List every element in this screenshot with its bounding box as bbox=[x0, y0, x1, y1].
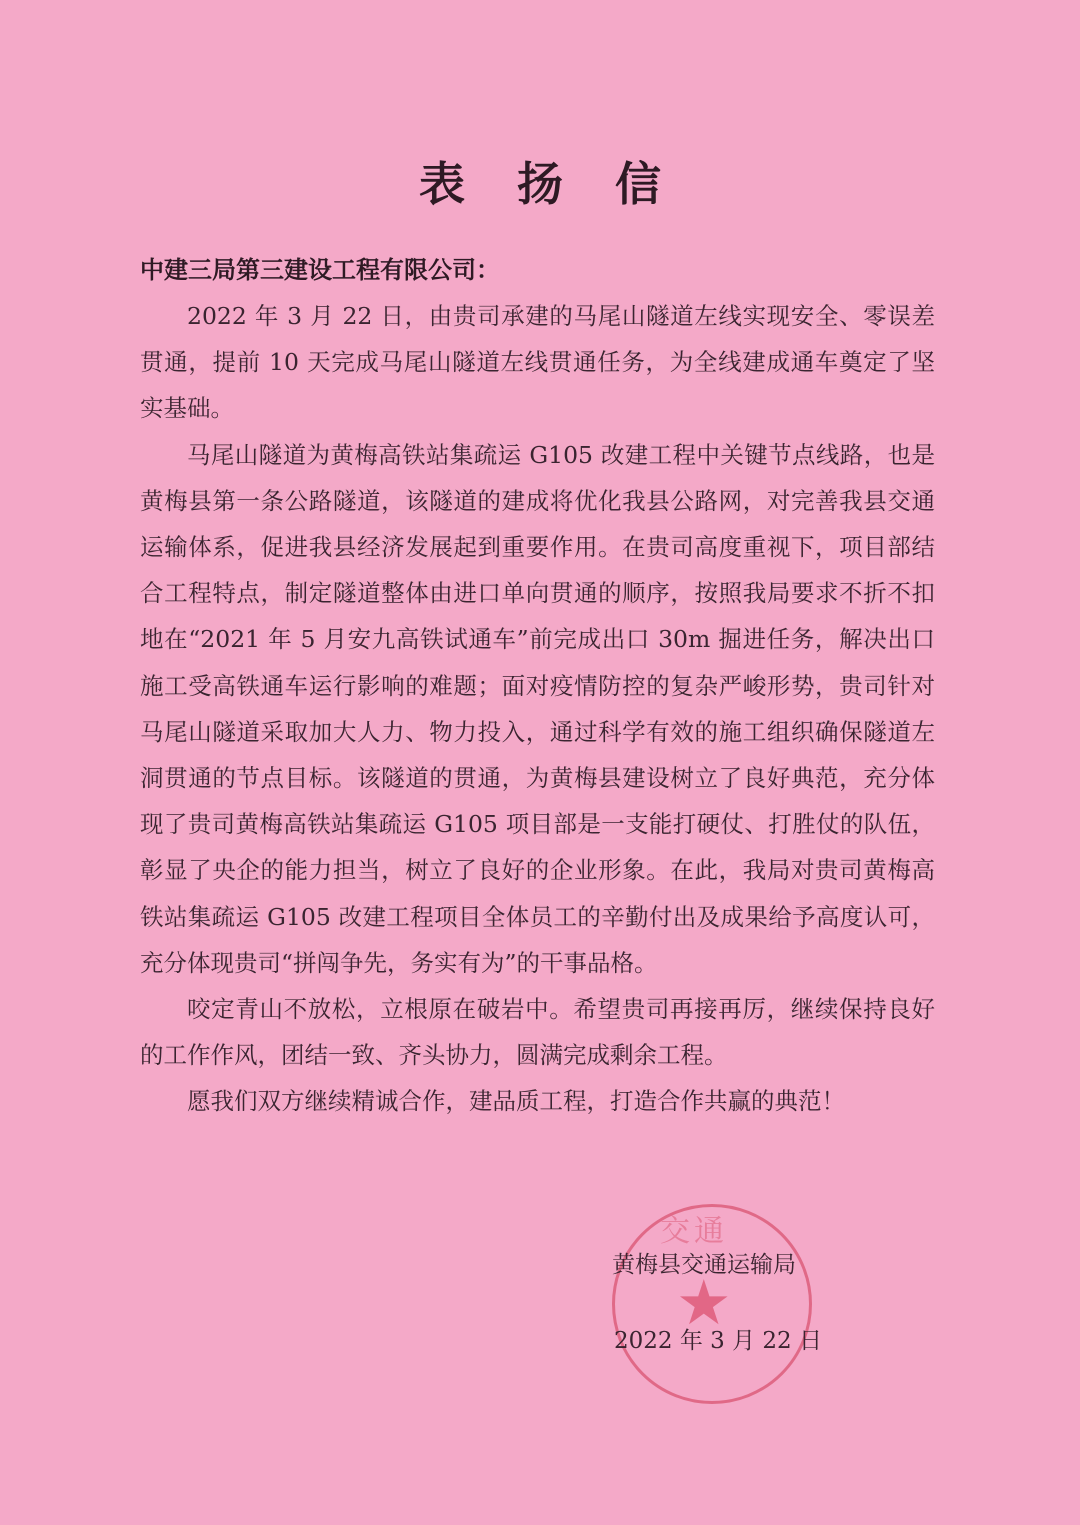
seal-text: 交通 bbox=[660, 1214, 728, 1249]
salutation: 中建三局第三建设工程有限公司： bbox=[140, 256, 500, 284]
paragraph-1: 2022 年 3 月 22 日，由贵司承建的马尾山隧道左线实现安全、零误差贯通，提前 10 天完成马尾山隧道左线贯通任务，为全线建成通车奠定了坚实基础。 bbox=[140, 302, 935, 423]
seal-star-icon: ★ bbox=[676, 1266, 732, 1339]
paragraph-4: 愿我们双方继续精诚合作，建品质工程，打造合作共赢的典范！ bbox=[187, 1087, 845, 1116]
letter-body bbox=[140, 293, 935, 1125]
signature-date: 2022 年 3 月 22 日 bbox=[614, 1328, 822, 1354]
paragraph-2: 马尾山隧道为黄梅高铁站集疏运 G105 改建工程中关键节点线路，也是黄梅县第一条公路隧道，该隧道的建成将优化我县公路网，对完善我县交通运输体系，促进我县经济发展起到重要作用。在贵司高度重视下，项目部结合工程特点，制定隧道整体由进口单向贯通的顺序，按照我局要求不折不扣地在“2021 年 5 月安九高铁试通车”前完成出口 30m 掘进任务，解决出口施工受高铁通车运行影响的难题；面对疫情防控的复杂严峻形势，贵司针对马尾山隧道采取加大人力、物力投入，通过科学有效的施工组织确保隧道左洞贯通的节点目标。该隧道的贯通，为黄梅县建设树立了良好典范，充分体现了贵司黄梅高铁站集疏运 G105 项目部是一支能打硬仗、打胜仗的队伍，彰显了央企的能力担当，树立了良好的企业形象。在此，我局对贵司黄梅高铁站集疏运 G105 改建工程项目全体员工的辛勤付出及成果给予高度认可，充分体现贵司“拼闯争先，务实有为”的干事品格。 bbox=[140, 440, 935, 977]
signature-org: 黄梅县交通运输局 bbox=[612, 1252, 796, 1278]
paragraph-3: 咬定青山不放松，立根原在破岩中。希望贵司再接再厉，继续保持良好的工作作风，团结一致、齐头协力，圆满完成剩余工程。 bbox=[140, 995, 935, 1070]
letter-title: 表扬信 bbox=[419, 157, 713, 211]
